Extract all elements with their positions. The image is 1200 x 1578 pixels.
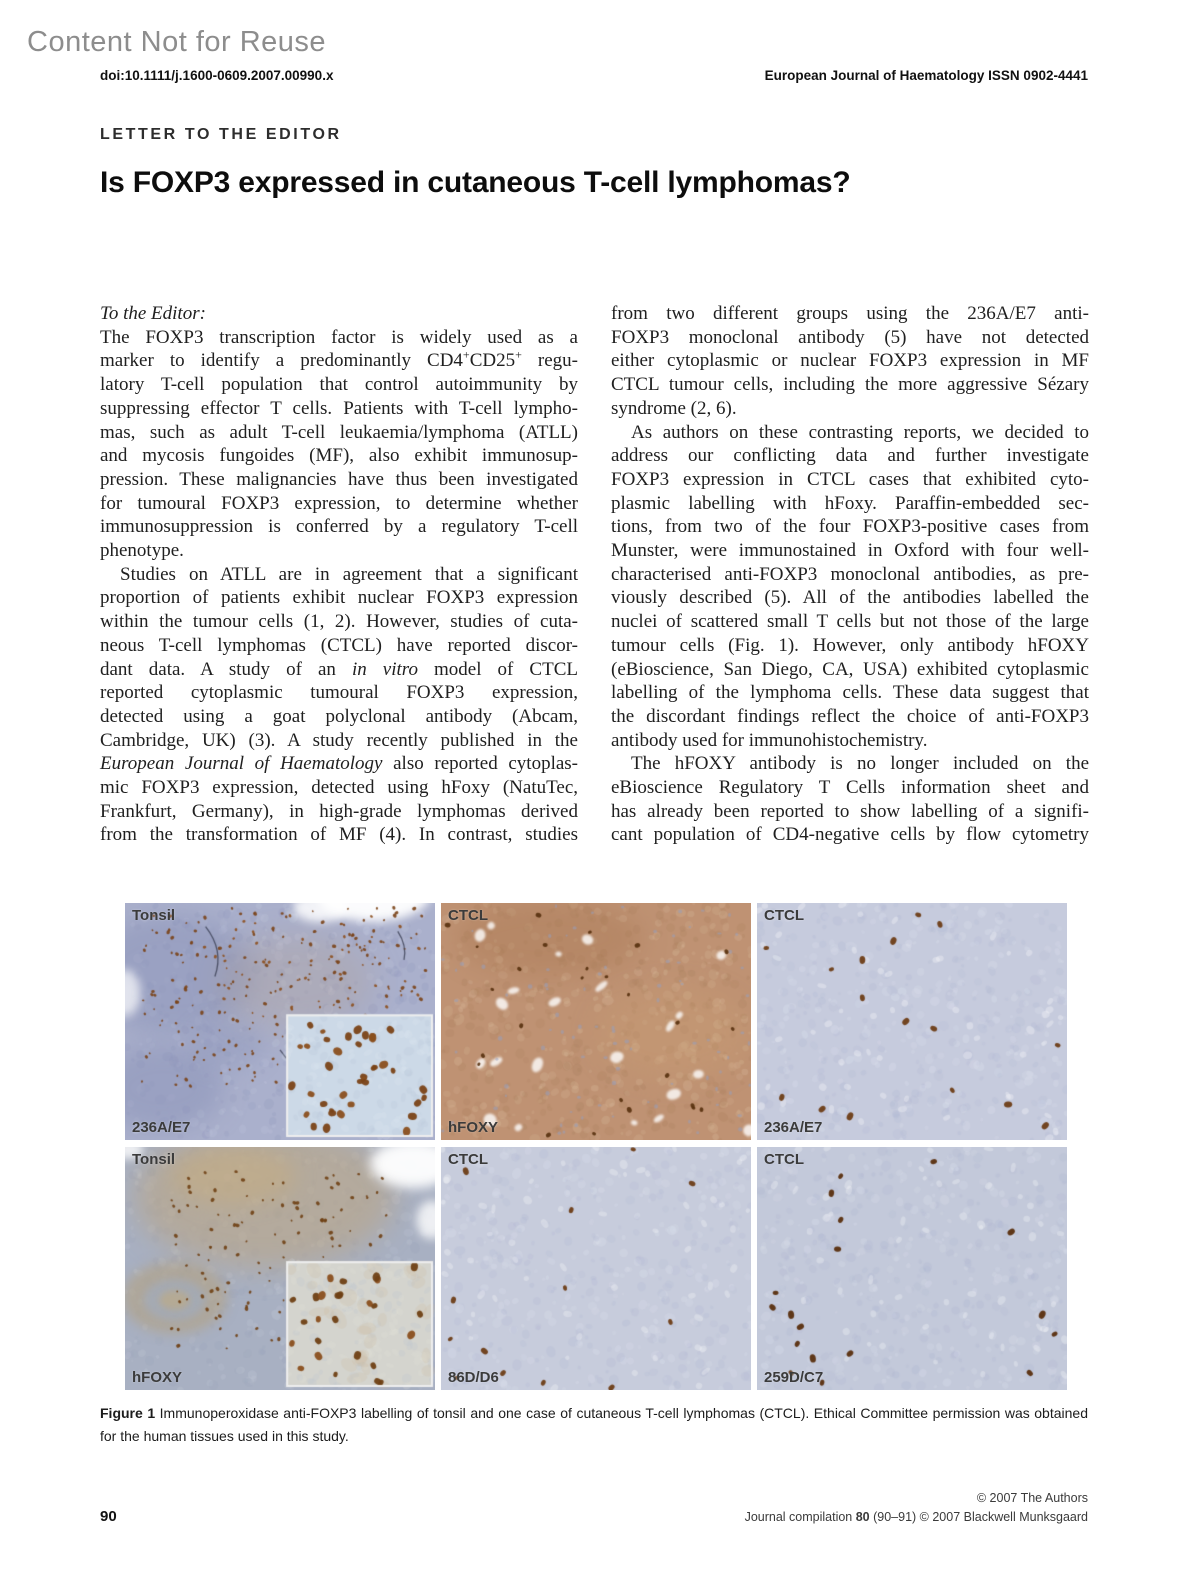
- panel-tissue-label: CTCL: [448, 1151, 488, 1168]
- figure-panel: [757, 903, 1067, 1140]
- section-heading: LETTER TO THE EDITOR: [100, 126, 342, 143]
- body-line: plasmic labelling with hFoxy. Paraffin-embedded sec-: [611, 492, 1089, 514]
- body-line: syndrome (2, 6).: [611, 397, 737, 419]
- body-line: tions, from two of the four FOXP3-positive cases from: [611, 516, 1089, 538]
- body-line: characterised anti-FOXP3 monoclonal antibodies, as pre-: [611, 563, 1089, 585]
- figure-panel: [757, 1147, 1067, 1390]
- panel-tissue-label: CTCL: [764, 907, 804, 924]
- body-line: Cambridge, UK) (3). A study recently published in the: [100, 729, 578, 751]
- body-line: latory T-cell population that control autoimmunity by: [100, 374, 578, 396]
- copyright-line-1: © 2007 The Authors: [976, 1491, 1088, 1505]
- figure-grid: [125, 903, 1067, 1390]
- histology-canvas: [757, 903, 1067, 1140]
- panel-antibody-label: 236A/E7: [132, 1119, 191, 1136]
- body-line: either cytoplasmic or nuclear FOXP3 expression in MF: [611, 350, 1089, 372]
- body-line: viously described (5). All of the antibodies labelled the: [611, 587, 1089, 609]
- panel-tissue-label: CTCL: [448, 907, 488, 924]
- body-line: address our conflicting data and further investigate: [611, 445, 1089, 467]
- panel-antibody-label: 236A/E7: [764, 1119, 823, 1136]
- body-line: FOXP3 expression in CTCL cases that exhibited cyto-: [611, 468, 1089, 490]
- body-line: proportion of patients exhibit nuclear FOXP3 expression: [100, 587, 578, 609]
- body-line: and mycosis fungoides (MF), also exhibit immunosup-: [100, 445, 578, 467]
- body-line: the discordant findings reflect the choice of anti-FOXP3: [611, 705, 1089, 727]
- body-line: neous T-cell lymphomas (CTCL) have reported discor-: [100, 634, 578, 656]
- watermark: Content Not for Reuse: [27, 26, 327, 58]
- body-line: Munster, were immunostained in Oxford with four well-: [611, 540, 1089, 562]
- body-columns: [100, 302, 1089, 847]
- body-line: Frankfurt, Germany), in high-grade lymphomas derived: [100, 800, 578, 822]
- figure-1: [125, 903, 1067, 1390]
- body-line: To the Editor:: [100, 303, 206, 324]
- doi: doi:10.1111/j.1600-0609.2007.00990.x: [100, 68, 334, 83]
- article-title: Is FOXP3 expressed in cutaneous T-cell lymphomas?: [100, 166, 851, 199]
- body-line: CTCL tumour cells, including the more aggressive Sézary: [611, 374, 1089, 396]
- body-line: The hFOXY antibody is no longer included on the: [631, 753, 1089, 775]
- body-line: suppressing effector T cells. Patients with T-cell lympho-: [100, 397, 578, 419]
- panel-antibody-label: hFOXY: [132, 1369, 183, 1386]
- figure-panel: [125, 903, 435, 1140]
- histology-canvas: [125, 1147, 435, 1390]
- body-line: antibody used for immunohistochemistry.: [611, 729, 928, 751]
- body-line: mic FOXP3 expression, detected using hFoxy (NatuTec,: [100, 777, 578, 799]
- histology-canvas: [757, 1147, 1067, 1390]
- histology-canvas: [125, 903, 435, 1140]
- panel-tissue-label: Tonsil: [132, 1151, 176, 1168]
- body-line: phenotype.: [100, 540, 184, 562]
- body-line: mas, such as adult T-cell leukaemia/lymphoma (ATLL): [100, 421, 578, 443]
- body-line: from the transformation of MF (4). In contrast, studies: [100, 824, 578, 846]
- body-line: European Journal of Haematology also reported cytoplas-: [100, 753, 578, 775]
- body-line: eBioscience Regulatory T Cells information sheet and: [611, 777, 1089, 799]
- page-header: [100, 68, 1088, 83]
- body-line: immunosuppression is conferred by a regulatory T-cell: [100, 516, 578, 538]
- figure-panel: [441, 903, 751, 1140]
- body-line: has already been reported to show labelling of a signifi-: [611, 800, 1089, 822]
- body-line: pression. These malignancies have thus been investigated: [100, 468, 578, 490]
- panel-tissue-label: CTCL: [764, 1151, 804, 1168]
- body-line: tumour cells (Fig. 1). However, only antibody hFOXY: [611, 634, 1089, 656]
- body-line: marker to identify a predominantly CD4+CD25+ regu-: [100, 348, 578, 372]
- body-line: Studies on ATLL are in agreement that a significant: [120, 563, 578, 585]
- figure-panel: [125, 1147, 435, 1390]
- page-number: 90: [100, 1508, 117, 1525]
- body-line: nuclei of scattered small T cells but not those of the large: [611, 611, 1089, 633]
- body-line: dant data. A study of an in vitro model of CTCL: [100, 658, 578, 680]
- body-line: from two different groups using the 236A/E7 anti-: [611, 303, 1089, 324]
- histology-canvas: [441, 1147, 751, 1390]
- panel-tissue-label: Tonsil: [132, 907, 176, 924]
- body-line: As authors on these contrasting reports, we decided to: [631, 421, 1089, 443]
- figure-caption: [100, 1402, 1088, 1448]
- copyright-line-2: Journal compilation 80 (90–91) © 2007 Blackwell Munksgaard: [744, 1510, 1088, 1524]
- figure-caption-text: Immunoperoxidase anti-FOXP3 labelling of tonsil and one case of cutaneous T-cell lymphomas (CTCL). Ethical Committee permission was obtained for the human tissues used in this study.: [100, 1405, 1088, 1444]
- panel-antibody-label: 259D/C7: [764, 1369, 824, 1386]
- right-column: [611, 302, 1089, 847]
- figure-caption-label: Figure 1: [100, 1405, 156, 1421]
- body-line: FOXP3 monoclonal antibody (5) have not detected: [611, 326, 1089, 348]
- figure-panel: [441, 1147, 751, 1390]
- body-line: for tumoural FOXP3 expression, to determine whether: [100, 492, 578, 514]
- panel-antibody-label: hFOXY: [448, 1119, 499, 1136]
- body-line: labelling of the lymphoma cells. These data suggest that: [611, 682, 1089, 704]
- body-line: The FOXP3 transcription factor is widely used as a: [100, 326, 578, 348]
- journal-name: European Journal of Haematology ISSN 0902-4441: [764, 68, 1088, 83]
- body-line: detected using a goat polyclonal antibody (Abcam,: [100, 705, 578, 727]
- histology-canvas: [441, 903, 751, 1140]
- left-column: [100, 302, 578, 847]
- body-line: (eBioscience, San Diego, CA, USA) exhibited cytoplasmic: [611, 658, 1089, 680]
- copyright-block: [745, 1489, 1088, 1527]
- body-line: within the tumour cells (1, 2). However, studies of cuta-: [100, 611, 578, 633]
- body-line: reported cytoplasmic tumoural FOXP3 expression,: [100, 682, 578, 704]
- panel-antibody-label: 86D/D6: [448, 1369, 499, 1386]
- body-line: cant population of CD4-negative cells by flow cytometry: [611, 824, 1089, 846]
